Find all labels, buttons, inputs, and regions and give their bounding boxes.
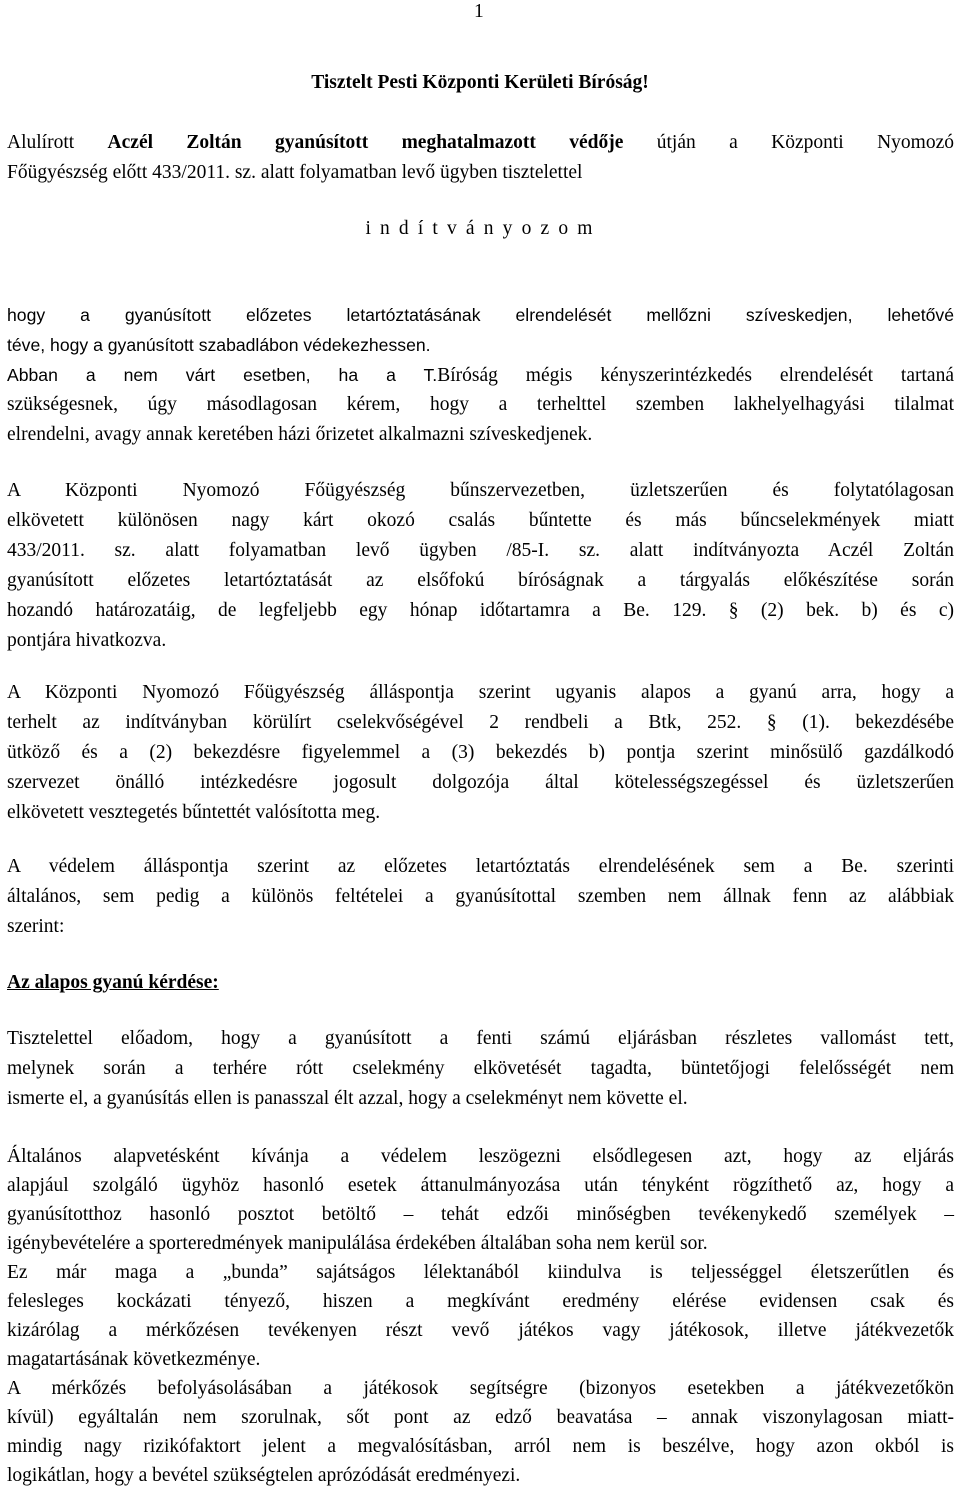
request-line-mixed bbox=[7, 360, 954, 390]
page-number: 1 bbox=[474, 1, 484, 22]
intro-line-2: Főügyészség előtt 433/2011. sz. alatt folyamatban levő ügyben tisztelettel bbox=[7, 162, 583, 183]
intro-line-1-end: útján a Központi Nyomozó bbox=[623, 132, 955, 153]
paragraph-line: elkövetett különösen nagy kárt okozó csalás bűntette és más bűncselekmények miatt bbox=[7, 510, 954, 531]
paragraph-line: szervezet önálló intézkedésre jogosult dolgozója által kötelességszegéssel és üzletszerűen bbox=[7, 772, 954, 793]
paragraph-line: igénybevételére a sporteredmények manipulálása érdekében általában soha nem kerül sor. bbox=[7, 1233, 708, 1254]
salutation-heading: Tisztelt Pesti Központi Kerületi Bíróság! bbox=[311, 72, 649, 93]
paragraph-line: 433/2011. sz. alatt folyamatban levő ügyben /85-I. sz. alatt indítványozta Aczél Zoltán bbox=[7, 540, 954, 561]
paragraph-line: gyanúsított előzetes letartóztatását az elsőfokú bíróságnak a tárgyalás előkészítése során bbox=[7, 570, 954, 591]
paragraph-line: A védelem álláspontja szerint az előzetes letartóztatás elrendelésének sem a Be. szerinti bbox=[7, 856, 954, 877]
request-line: hogy a gyanúsított előzetes letartóztatásának elrendelését mellőzni szíveskedjen, lehetővé bbox=[7, 305, 954, 325]
section-heading: Az alapos gyanú kérdése: bbox=[7, 972, 219, 993]
statement-paragraph bbox=[7, 1024, 954, 1114]
paragraph-line: általános, sem pedig a különös feltételei a gyanúsítottal szemben nem állnak fenn az alábbiak bbox=[7, 886, 954, 907]
intro-line-1 bbox=[7, 128, 954, 158]
request-paragraph bbox=[7, 300, 954, 390]
paragraph-line: mindig nagy rizikófaktort jelent a megvalósításban, arról nem is beszélve, hogy azon okból is bbox=[7, 1436, 954, 1457]
defence-paragraph bbox=[7, 852, 954, 942]
paragraph-line: hozandó határozatáig, de legfeljebb egy hónap időtartamra a Be. 129. § (2) bek. b) és c) bbox=[7, 600, 954, 621]
prosecution-paragraph bbox=[7, 476, 954, 656]
paragraph-line: magatartásának következménye. bbox=[7, 1349, 261, 1370]
paragraph-line: alapjául szolgáló ügyhöz hasonló esetek áttanulmányozása után tényként rögzíthető az, hogy a bbox=[7, 1175, 954, 1196]
paragraph-line: A Központi Nyomozó Főügyészség álláspontja szerint ugyanis alapos a gyanú arra, hogy a bbox=[7, 682, 954, 703]
paragraph-line: A Központi Nyomozó Főügyészség bűnszervezetben, üzletszerűen és folytatólagosan bbox=[7, 480, 954, 501]
request-line: elrendelni, avagy annak keretében házi őrizetet alkalmazni szíveskedjenek. bbox=[7, 424, 593, 445]
request-line-serif-part: Bíróság mégis kényszerintézkedés elrendelését tartaná bbox=[437, 365, 954, 386]
paragraph-line: ütköző és a (2) bekezdésre figyelemmel a (3) bekezdés b) pontja szerint minősülő gazdálkodó bbox=[7, 742, 954, 763]
intro-line-1-start: Alulírott bbox=[7, 132, 108, 153]
paragraph-line: pontjára hivatkozva. bbox=[7, 630, 167, 651]
request-line-sans-part: Abban a nem várt esetben, ha a T. bbox=[7, 365, 438, 385]
paragraph-line: felesleges kockázati tényező, hiszen a megkívánt eredmény elérése evidensen csak és bbox=[7, 1291, 954, 1312]
request-line: téve, hogy a gyanúsított szabadlábon védekezhessen. bbox=[7, 335, 431, 355]
motion-word: i n d í t v á n y o z o m bbox=[365, 218, 595, 239]
paragraph-line: Tisztelettel előadom, hogy a gyanúsított a fenti számú eljárásban részletes vallomást tett, bbox=[7, 1028, 954, 1049]
general-paragraph bbox=[7, 1142, 954, 1490]
paragraph-line: A mérkőzés befolyásolásában a játékosok segítségre (bizonyos esetekben a játékvezetőkön bbox=[7, 1378, 954, 1399]
request-line: szükségesnek, úgy másodlagosan kérem, hogy a terhelttel szemben lakhelyelhagyási tilalmat bbox=[7, 394, 954, 415]
paragraph-line: kizárólag a mérkőzésen tevékenyen részt vevő játékos vagy játékosok, illetve játékvezetők bbox=[7, 1320, 954, 1341]
paragraph-line: logikátlan, hogy a bevétel szükségtelen aprózódását eredményezi. bbox=[7, 1465, 521, 1486]
intro-paragraph bbox=[7, 128, 954, 188]
paragraph-line: szerint: bbox=[7, 916, 65, 937]
paragraph-line: ismerte el, a gyanúsítás ellen is panasszal élt azzal, hogy a cselekményt nem követte el. bbox=[7, 1088, 688, 1109]
paragraph-line: Ez már maga a „bunda” sajátságos lélektanából kiindulva is teljességgel életszerűtlen és bbox=[7, 1262, 954, 1283]
paragraph-line: terhelt az indítványban körülírt cselekvőségével 2 rendbeli a Btk, 252. § (1). bekezdésébe bbox=[7, 712, 954, 733]
paragraph-line: elkövetett vesztegetés bűntettét valósította meg. bbox=[7, 802, 381, 823]
paragraph-line: Általános alapvetésként kívánja a védelem leszögezni elsődlegesen azt, hogy az eljárás bbox=[7, 1146, 954, 1167]
intro-defender-name: Aczél Zoltán gyanúsított meghatalmazott védője bbox=[107, 132, 624, 153]
paragraph-line: melynek során a terhére rótt cselekmény elkövetését tagadta, büntetőjogi felelősségét nem bbox=[7, 1058, 954, 1079]
position-paragraph bbox=[7, 678, 954, 828]
paragraph-line: gyanúsítotthoz hasonló posztot betöltő – tehát edzői minőségben tevékenykedő személyek – bbox=[7, 1204, 954, 1225]
paragraph-line: kívül) egyáltalán nem szorulnak, sőt pont az edző beavatása – annak viszonylagosan miatt- bbox=[7, 1407, 954, 1428]
request-paragraph-serif bbox=[7, 390, 954, 450]
